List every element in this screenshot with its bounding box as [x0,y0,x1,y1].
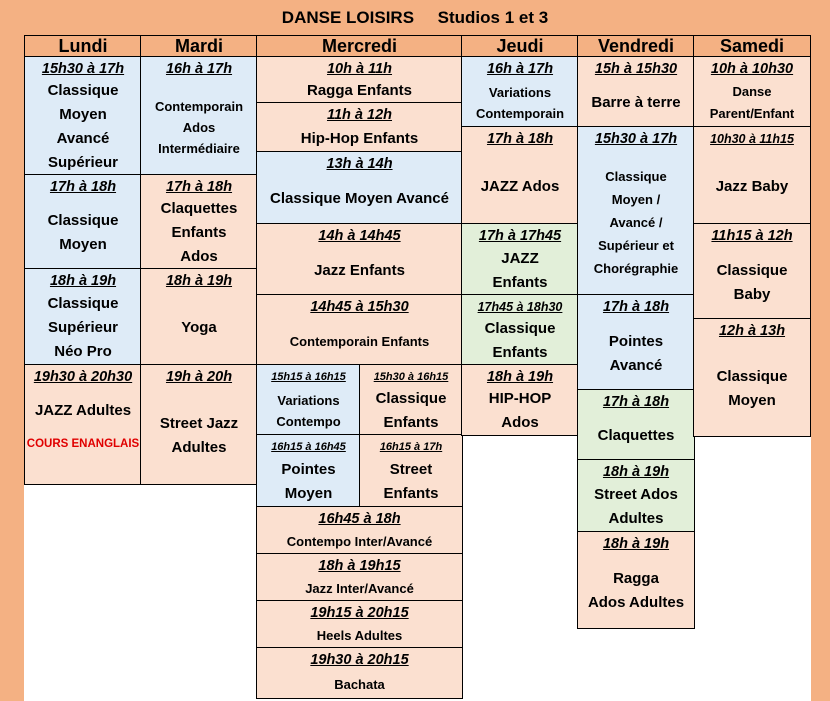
text-line: Contempo [276,414,341,429]
class-slot [256,294,463,366]
text-lines [281,458,335,506]
class-time: 16h15 à 16h45 [271,441,346,453]
class-time: 16h15 à 17h [379,441,443,453]
class-slot [693,126,811,225]
text-line: Enfants [171,224,227,241]
page-title: DANSE LOISIRS Studios 1 et 3 [281,8,549,27]
class-name: Bachata [334,676,385,692]
class-name [462,79,578,127]
class-name: Classique Moyen Avancé [270,190,449,207]
text-line: Moyen [59,236,107,253]
text-line: Classique [484,320,556,337]
class-slot [256,56,463,104]
class-slot [693,223,811,320]
text-lines [383,458,438,506]
class-time: 18h à 19h [165,273,233,289]
text-line: Adultes [171,438,227,456]
text-lines [161,197,238,269]
text-line: Classique [375,390,447,407]
text-line: Néo Pro [54,343,112,360]
text-lines [376,387,447,435]
class-slot [461,223,579,296]
class-slot [256,434,361,508]
text-line: Contemporain [154,98,244,114]
class-slot [140,364,258,485]
text-line: HIP-HOP [488,390,552,407]
class-slot [577,56,695,128]
text-line: Supérieur et [598,237,674,253]
text-line: Classique [47,212,119,229]
class-slot [577,459,695,533]
day-header-mercredi: Mercredi [256,35,463,58]
text-lines [588,567,684,615]
text-line: Moyen [284,485,333,502]
class-name [694,246,810,319]
class-slot [256,364,361,436]
class-time: 17h à 18h [486,131,554,147]
class-slot [577,531,695,629]
text-lines [594,165,679,280]
text-lines [485,317,556,365]
class-name: Hip-Hop Enfants [300,129,419,147]
class-slot [359,434,463,508]
text-lines [492,247,547,295]
class-name: Heels Adultes [316,628,403,643]
text-lines [710,81,795,125]
class-time: 17h45 à 18h30 [477,300,563,314]
class-time: 16h à 17h [486,61,554,77]
class-slot [461,294,579,366]
class-name [257,457,360,507]
class-slot [140,56,258,176]
text-line: Claquettes [160,200,238,217]
day-header-vendredi: Vendredi [577,35,695,58]
class-slot [461,56,579,128]
class-time: 19h à 20h [165,369,233,385]
day-header-mardi: Mardi [140,35,258,58]
class-slot [256,553,463,602]
class-time: 17h à 18h [602,299,670,315]
class-time: 15h30 à 17h [594,131,678,147]
text-line: Variations [277,393,340,408]
class-slot [24,364,142,485]
text-line: Ragga [613,570,659,587]
text-lines [594,483,678,531]
class-name: Claquettes [597,427,675,444]
class-slot [140,268,258,366]
class-time: 18h à 19h [486,369,554,385]
class-name [25,291,141,365]
class-name [578,554,694,628]
text-lines [48,292,119,364]
class-name: Jazz Baby [715,177,789,195]
text-line: Ados Adultes [587,594,685,611]
text-line: Classique [47,82,119,99]
text-line: Intermédiaire [158,140,240,156]
class-name: JAZZ Adultes [34,402,132,419]
text-line: Classique [716,367,788,385]
class-slot [693,56,811,128]
class-name [25,197,141,269]
class-name [694,341,810,436]
class-time: 17h à 17h45 [478,228,562,244]
language-note [27,435,139,454]
schedule-grid [24,35,811,701]
class-name: Contempo Inter/Avancé [286,534,433,549]
text-line: Enfants [383,414,439,431]
class-time: 11h à 12h [326,107,393,123]
class-slot [461,364,579,436]
class-time: 17h à 18h [165,179,233,195]
class-time: 17h à 18h [49,179,117,195]
text-line: Supérieur [47,154,119,171]
class-time: 17h à 18h [602,394,670,410]
text-line: Moyen [59,106,107,123]
class-name [462,387,578,435]
class-name [462,317,578,365]
class-slot [256,223,463,296]
text-line: ANGLAIS [87,438,140,450]
class-time: 10h à 11h [326,61,393,77]
class-name [578,482,694,532]
class-time: 14h à 14h45 [318,228,401,244]
text-line: Variations [488,85,552,100]
day-header-samedi: Samedi [693,35,811,58]
class-name: Yoga [181,319,217,336]
text-line: Street Ados [594,486,678,503]
class-time: 10h à 10h30 [710,61,794,77]
text-lines [476,82,564,124]
class-slot [24,56,142,176]
text-line: Pointes [281,461,336,478]
class-name [25,79,141,175]
text-lines [27,435,139,454]
class-slot [693,318,811,437]
text-lines [48,209,119,257]
class-time: 18h à 19h [49,273,117,289]
text-line: Enfants [492,273,548,291]
text-lines [48,79,119,175]
class-time: 15h30 à 16h15 [373,371,449,383]
text-line: JAZZ [501,249,539,267]
class-name: Jazz Enfants [314,261,405,279]
class-slot [577,294,695,391]
class-time: 16h à 17h [165,61,233,77]
class-time: 18h à 19h [602,464,670,480]
class-time: 16h45 à 18h [318,511,401,527]
class-slot [256,102,463,153]
text-line: Chorégraphie [593,260,679,276]
class-name [694,79,810,127]
class-name [360,387,462,435]
text-line: Pointes [608,332,664,350]
class-name: Ragga Enfants [306,82,412,99]
text-line: Ados [182,119,216,135]
text-line: Moyen [728,391,776,409]
class-slot [461,126,579,225]
class-slot [256,647,463,699]
text-line: Avancé [609,356,663,374]
class-name [578,149,694,295]
class-time: 19h30 à 20h15 [310,652,409,668]
text-line: COURS EN [26,438,88,450]
text-line: Enfants [492,344,548,361]
text-line: Supérieur [47,319,119,336]
class-slot [256,506,463,555]
text-lines [276,390,340,432]
text-line: Parent/Enfant [709,106,795,121]
class-slot [140,174,258,270]
class-time: 15h15 à 16h15 [271,371,346,383]
class-slot [256,600,463,649]
class-slot [24,268,142,366]
class-time: 13h à 14h [326,156,393,172]
class-name: Contemporain Enfants [289,333,430,349]
text-line: Danse [732,84,772,99]
text-line: Baby [733,285,771,303]
class-time: 14h45 à 15h30 [310,299,409,315]
text-line: Classique [47,295,119,312]
class-time: 11h15 à 12h [711,228,793,244]
text-lines [717,259,788,307]
text-lines [717,365,788,413]
class-name [578,317,694,390]
text-line: Ados [501,414,539,431]
text-lines [160,412,238,460]
class-time: 12h à 13h [718,323,786,339]
class-name [462,246,578,295]
class-time: 18h à 19h15 [318,558,401,574]
text-line: Street Jazz [159,414,239,432]
class-name: JAZZ Ados [480,177,560,195]
class-name [360,457,462,507]
text-line: Moyen / [611,191,661,207]
class-time: 18h à 19h [602,536,670,552]
class-name [141,79,257,175]
class-name [141,197,257,269]
class-time: 19h15 à 20h15 [310,605,409,621]
class-slot [577,126,695,296]
class-time: 15h30 à 17h [41,61,125,77]
class-slot [359,364,463,436]
day-header-jeudi: Jeudi [461,35,579,58]
text-line: Contemporain [475,106,565,121]
text-line: Classique [605,168,667,184]
class-time: 15h à 15h30 [594,61,678,77]
class-time: 10h30 à 11h15 [710,132,794,146]
text-line: Avancé / [609,214,663,230]
class-name: Jazz Inter/Avancé [305,581,414,596]
text-line: Avancé [56,130,110,147]
class-name: Barre à terre [591,94,681,111]
class-slot [24,174,142,270]
class-slot [256,151,463,225]
text-lines [155,96,243,159]
text-line: Enfants [383,485,439,502]
text-line: Classique [716,261,788,279]
class-name [257,387,360,435]
class-name [141,387,257,484]
text-line: Adultes [608,510,664,527]
day-header-lundi: Lundi [24,35,142,58]
text-lines [489,387,552,435]
class-time: 19h30 à 20h30 [33,369,133,385]
text-lines [609,330,663,378]
class-slot [577,389,695,461]
text-line: Ados [180,248,218,265]
text-line: Street [389,461,433,478]
